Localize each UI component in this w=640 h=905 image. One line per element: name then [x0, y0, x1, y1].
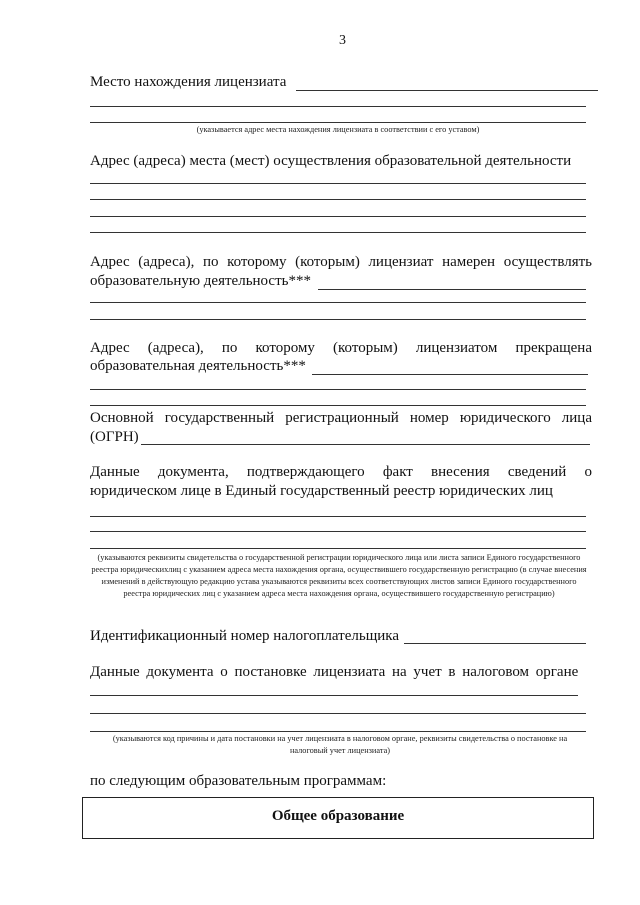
terminated-address-label-line-1: Адрес (адреса), по которому (которым) лицензиатом прекращена [90, 340, 592, 356]
intended-address-field-3[interactable] [90, 319, 586, 320]
activity-address-field-2[interactable] [90, 199, 586, 200]
inn-label: Идентификационный номер налогоплательщика [90, 628, 400, 644]
registry-document-label-line-1: Данные документа, подтверждающего факт внесения сведений о [90, 464, 592, 480]
registry-document-label-line-2: юридическом лице в Единый государственный реестр юридических лиц [90, 483, 553, 499]
inn-field[interactable] [404, 643, 586, 644]
ogrn-label-line-2: (ОГРН) [90, 429, 139, 445]
tax-document-field-3[interactable] [90, 731, 586, 732]
intended-address-field-2[interactable] [90, 302, 586, 303]
tax-document-note: (указываются код причины и дата постановки на учет лицензиата в налоговом органе, реквизиты свидетельства о постановке на налоговый учет лицензиата) [112, 734, 568, 755]
program-box-title: Общее образование [271, 808, 405, 824]
activity-address-field-4[interactable] [90, 232, 586, 233]
location-field[interactable] [296, 90, 598, 91]
tax-document-field-2[interactable] [90, 713, 586, 714]
intended-address-label-line-2: образовательную деятельность*** [90, 273, 311, 289]
tax-document-label: Данные документа о постановке лицензиата на учет в налоговом органе [90, 664, 579, 680]
registry-document-field-2[interactable] [90, 531, 586, 532]
activity-address-label: Адрес (адреса) места (мест) осуществления образовательной деятельности [90, 153, 572, 169]
activity-address-field-3[interactable] [90, 216, 586, 217]
page-number: 3 [339, 33, 346, 48]
location-field-line-3[interactable] [90, 122, 586, 123]
terminated-address-field-3[interactable] [90, 405, 586, 406]
activity-address-field-1[interactable] [90, 183, 586, 184]
program-box [82, 797, 594, 839]
registry-document-field-3[interactable] [90, 548, 586, 549]
intended-address-label-line-1: Адрес (адреса), по которому (которым) лицензиат намерен осуществлять [90, 254, 592, 270]
intended-address-field-1[interactable] [318, 289, 586, 290]
registry-document-field-1[interactable] [90, 516, 586, 517]
ogrn-field[interactable] [141, 444, 590, 445]
location-field-line-2[interactable] [90, 106, 586, 107]
tax-document-field-1[interactable] [90, 695, 578, 696]
ogrn-label-line-1: Основной государственный регистрационный номер юридического лица [90, 410, 592, 426]
terminated-address-field-1[interactable] [312, 374, 588, 375]
terminated-address-label-line-2: образовательная деятельность*** [90, 358, 306, 374]
location-note: (указывается адрес места нахождения лицензиата в соответствии с его уставом) [196, 125, 480, 134]
programs-intro: по следующим образовательным программам: [90, 773, 387, 789]
registry-document-note: (указываются реквизиты свидетельства о государственной регистрации юридического лица или листа записи Единого государственного реестра юридическихлиц с указанием адреса места нахождения органа, осуществившего государственную регистрацию (в случае внесения изменений в действующую редакцию устава указываются реквизиты всех соответствующих листов записи Единого государственного реестра юридических лиц с указанием адреса места нахождения органа, осуществившего государственную регистрацию) [91, 553, 587, 598]
terminated-address-field-2[interactable] [90, 389, 586, 390]
location-label: Место нахождения лицензиата [90, 74, 287, 90]
